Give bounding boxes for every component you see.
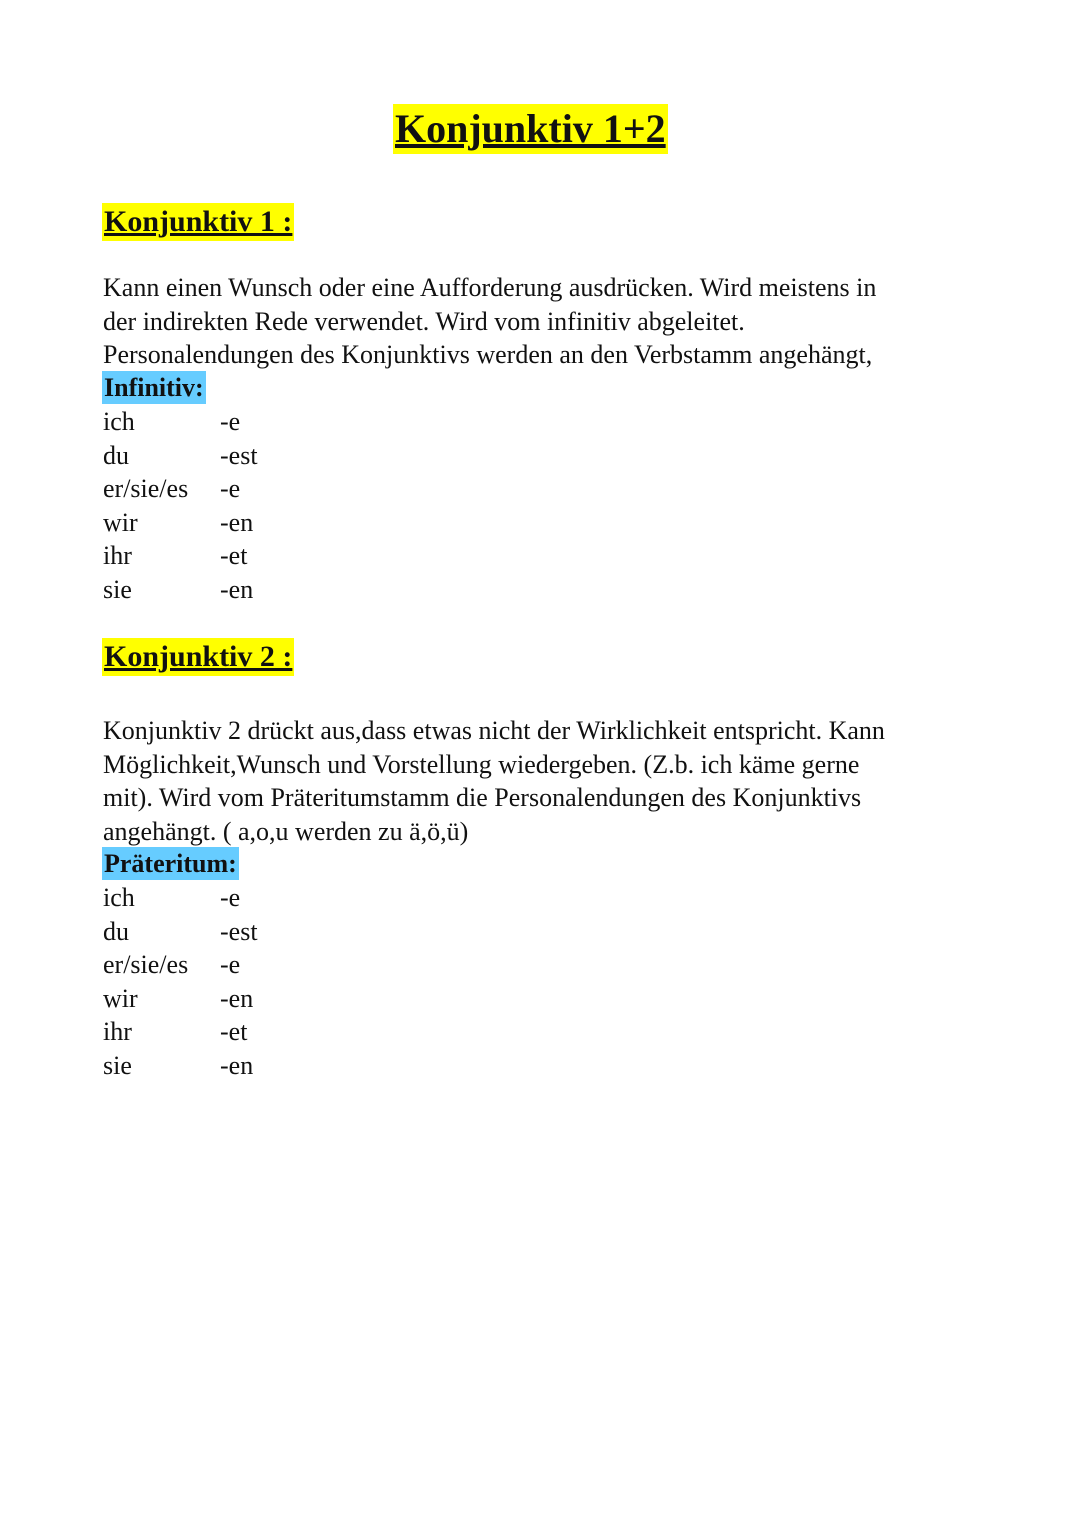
paragraph-line: mit). Wird vom Präteritumstamm die Personalendungen des Konjunktivs <box>103 783 862 812</box>
pronoun-cell: wir <box>103 507 138 537</box>
table-row <box>103 915 258 949</box>
ending-cell: -e <box>220 883 241 912</box>
ending-cell: -e <box>220 950 241 979</box>
ending-cell: -et <box>220 1017 248 1046</box>
subheading-praeteritum: Präteritum: <box>104 849 237 878</box>
ending-cell: -est <box>220 440 258 470</box>
pronoun-cell: er/sie/es <box>103 474 189 503</box>
paragraph-line: Möglichkeit,Wunsch und Vorstellung wiedergeben. (Z.b. ich käme gerne <box>103 749 860 779</box>
ending-cell: -e <box>220 407 241 436</box>
paragraph-line: Kann einen Wunsch oder eine Aufforderung ausdrücken. Wird meistens in <box>103 273 877 302</box>
ending-cell: -e <box>220 474 241 503</box>
pronoun-cell: er/sie/es <box>103 950 189 979</box>
table-row <box>103 982 258 1016</box>
pronoun-cell: ihr <box>103 541 132 570</box>
ending-cell: -en <box>220 983 254 1013</box>
table-row <box>103 1015 258 1049</box>
section-heading-konjunktiv-1: Konjunktiv 1 : <box>102 203 294 241</box>
conjugation-table-praeteritum <box>103 881 258 1082</box>
paragraph-line: Konjunktiv 2 drückt aus,dass etwas nicht der Wirklichkeit entspricht. Kann <box>103 716 885 745</box>
ending-cell: -en <box>220 574 254 604</box>
pronoun-cell: du <box>103 440 129 470</box>
pronoun-cell: sie <box>103 1050 132 1080</box>
ending-cell: -en <box>220 1050 254 1080</box>
pronoun-cell: du <box>103 916 129 946</box>
conjugation-table-infinitiv <box>103 405 258 606</box>
paragraph-line: Personalendungen des Konjunktivs werden an den Verbstamm angehängt, <box>103 340 873 369</box>
paragraph-line: der indirekten Rede verwendet. Wird vom infinitiv abgeleitet. <box>103 306 745 336</box>
table-row <box>103 948 258 982</box>
paragraph-konjunktiv-2 <box>103 714 1003 848</box>
table-row <box>103 539 258 573</box>
ending-cell: -et <box>220 541 248 570</box>
pronoun-cell: wir <box>103 983 138 1013</box>
subheading-infinitiv: Infinitiv: <box>104 373 204 402</box>
section-heading-konjunktiv-2: Konjunktiv 2 : <box>102 638 294 676</box>
table-row <box>103 439 258 473</box>
table-row <box>103 506 258 540</box>
table-row <box>103 1049 258 1083</box>
pronoun-cell: ich <box>103 407 135 436</box>
table-row <box>103 472 258 506</box>
ending-cell: -est <box>220 916 258 946</box>
pronoun-cell: ihr <box>103 1017 132 1046</box>
table-row <box>103 881 258 915</box>
pronoun-cell: ich <box>103 883 135 912</box>
paragraph-line: angehängt. ( a,o,u werden zu ä,ö,ü) <box>103 816 469 846</box>
ending-cell: -en <box>220 507 254 537</box>
pronoun-cell: sie <box>103 574 132 604</box>
table-row <box>103 405 258 439</box>
page-title: Konjunktiv 1+2 <box>393 104 668 154</box>
table-row <box>103 573 258 607</box>
paragraph-konjunktiv-1 <box>103 271 1003 372</box>
